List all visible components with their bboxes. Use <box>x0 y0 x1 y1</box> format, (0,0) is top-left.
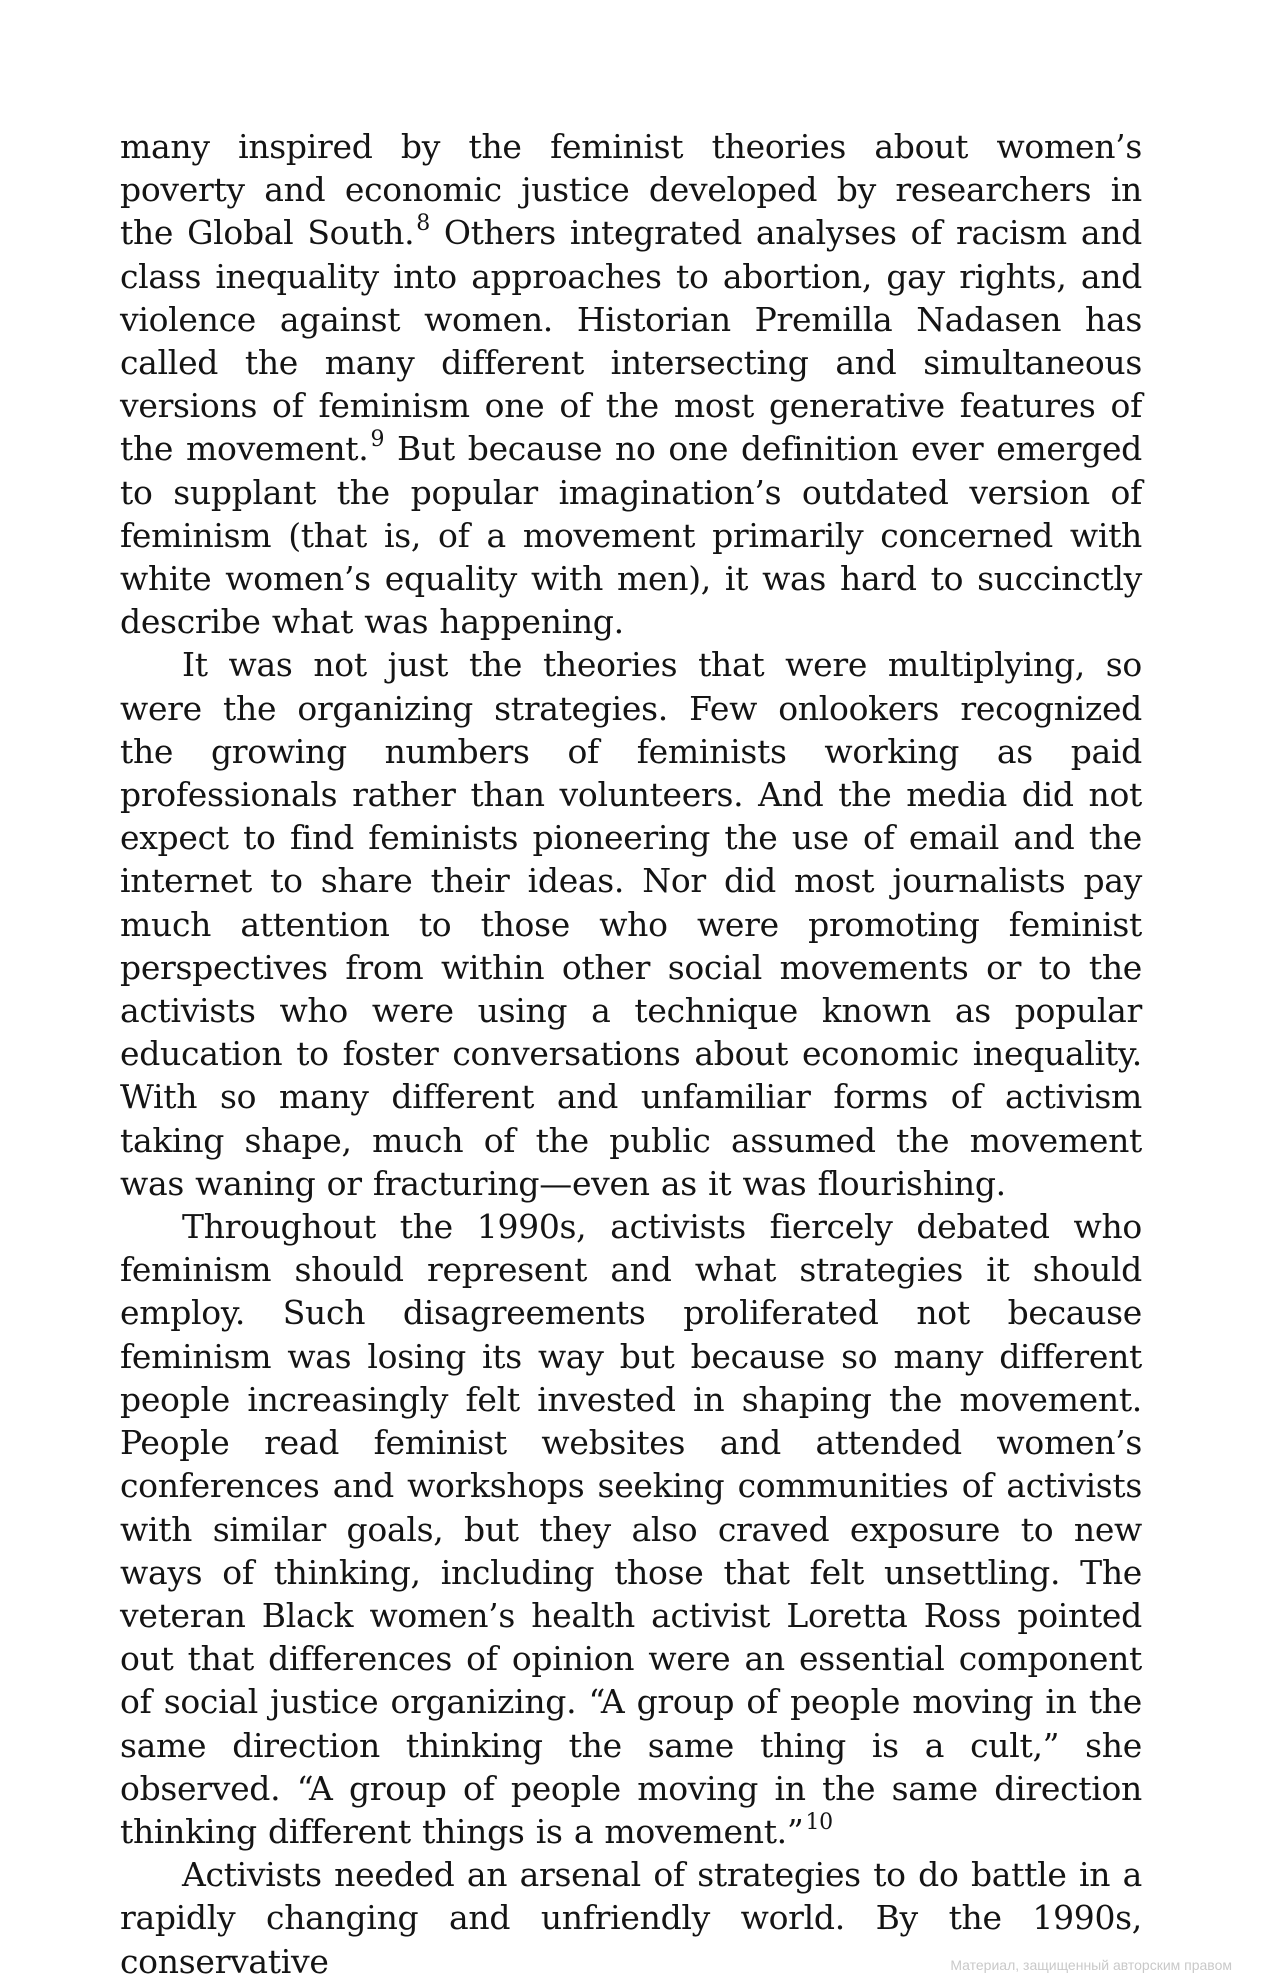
copyright-watermark: Материал, защищенный авторским правом <box>950 1957 1232 1973</box>
paragraph-text: Activists needed an arsenal of strategies to do battle in a rapidly changing and unfriendly world. By the 1990s, conservative <box>120 1855 1142 1981</box>
paragraph <box>120 1205 1142 1853</box>
paragraph-text: Throughout the 1990s, activists fiercely debated who feminism should represent and what strategies it should employ. Such disagreements proliferated not because feminism was losing its way but because so many different people increasingly felt invested in shaping the movement. People read feminist websites and attended women’s conferences and workshops seeking communities of activists with similar goals, but they also craved exposure to new ways of thinking, including those that felt unsettling. The veteran Black women’s health activist Loretta Ross pointed out that differences of opinion were an essential component of social justice organizing. “A group of people moving in the same direction thinking the same thing is a cult,” she observed. “A group of people moving in the same direction thinking different things is a movement.” <box>120 1207 1142 1851</box>
paragraph-text: But because no one definition ever emerged to supplant the popular imagination’s outdated version of feminism (that is, of a movement primarily concerned with white women’s equality with men), it was hard to succinctly describe what was happening. <box>120 429 1143 642</box>
footnote-marker[interactable]: 8 <box>416 211 430 237</box>
footnote-marker[interactable]: 9 <box>370 427 385 453</box>
paragraph <box>120 643 1142 1205</box>
paragraph-text: Others integrated analyses of racism and class inequality into approaches to abortion, gay rights, and violence against women. Historian Premilla Nadasen has called the many different intersecting and simultaneous versions of feminism one of the most generative features of the movement. <box>120 213 1142 469</box>
paragraph-text: many inspired by the feminist theories about women’s poverty and economic justice developed by researchers in the Global South. <box>120 127 1142 253</box>
footnote-marker[interactable]: 10 <box>805 1809 833 1835</box>
book-page-body <box>120 125 1142 1983</box>
paragraph <box>120 125 1142 643</box>
paragraph-text: It was not just the theories that were multiplying, so were the organizing strategies. Few onlookers recognized the growing numbers of feminists working as paid professionals rather than volunteers. And the media did not expect to find feminists pioneering the use of email and the internet to share their ideas. Nor did most journalists pay much attention to those who were promoting feminist perspectives from within other social movements or to the activists who were using a technique known as popular education to foster conversations about economic inequality. With so many different and unfamiliar forms of activism taking shape, much of the public assumed the movement was waning or fracturing—even as it was flourishing. <box>120 645 1142 1203</box>
